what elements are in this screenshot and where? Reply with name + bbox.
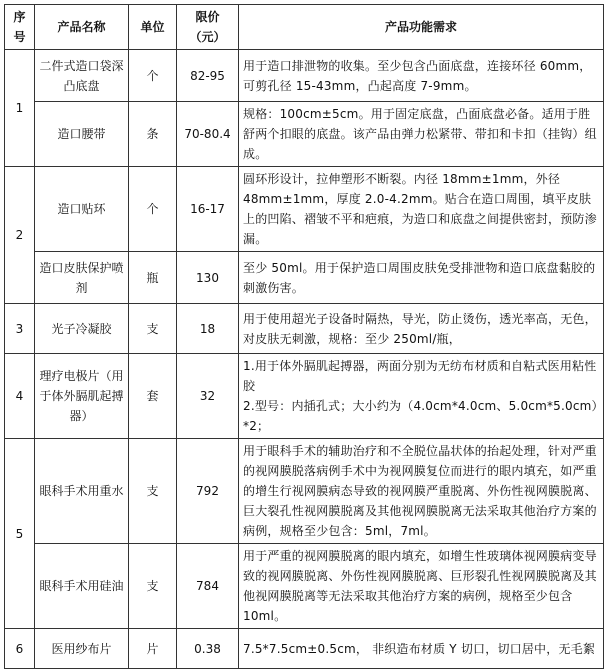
unit-cell: 支 (129, 439, 177, 544)
price-cell: 70-80.4 (177, 102, 239, 167)
unit-cell: 个 (129, 50, 177, 102)
unit-cell: 瓶 (129, 252, 177, 304)
description-cell: 1.用于体外膈肌起搏器，两面分别为无纺布材质和自粘式医用粘性胶 2.型号：内插孔式；大小约为（4.0cm*4.0cm、5.0cm*5.0cm）*2； (239, 354, 604, 439)
description-cell: 7.5*7.5cm±0.5cm， 非织造布材质 Y 切口，切口居中，无毛絮 (239, 629, 604, 669)
product-name: 造口皮肤保护喷剂 (35, 252, 129, 304)
product-name: 二件式造口袋深凸底盘 (35, 50, 129, 102)
product-name: 光子冷凝胶 (35, 304, 129, 354)
table-row (5, 252, 604, 304)
table-row (5, 629, 604, 669)
unit-cell: 套 (129, 354, 177, 439)
product-name: 造口贴环 (35, 167, 129, 252)
product-name: 造口腰带 (35, 102, 129, 167)
table-row (5, 439, 604, 544)
price-cell: 16-17 (177, 167, 239, 252)
description-cell: 用于严重的视网膜脱离的眼内填充，如增生性玻璃体视网膜病变导致的视网膜脱离、外伤性视网膜脱离、巨形裂孔性视网膜脱离及其他视网膜脱离等无法采取其他治疗方案的病例，规格至少包含 10ml。 (239, 544, 604, 629)
header-desc: 产品功能需求 (239, 5, 604, 50)
unit-cell: 个 (129, 167, 177, 252)
product-name: 理疗电极片（用于体外膈肌起搏器） (35, 354, 129, 439)
header-price: 限价（元） (177, 5, 239, 50)
seq-cell: 6 (5, 629, 35, 669)
product-spec-table (4, 4, 604, 669)
header-name: 产品名称 (35, 5, 129, 50)
description-cell: 规格：100cm±5cm。用于固定底盘，凸面底盘必备。适用于胜舒两个扣眼的底盘。该产品由弹力松紧带、带扣和卡扣（挂钩）组成。 (239, 102, 604, 167)
price-cell: 784 (177, 544, 239, 629)
description-cell: 用于使用超光子设备时隔热，导光，防止烫伤，透光率高，无色，对皮肤无刺激，规格：至少 250ml/瓶， (239, 304, 604, 354)
header-seq: 序号 (5, 5, 35, 50)
unit-cell: 支 (129, 304, 177, 354)
header-row (5, 5, 604, 50)
seq-cell: 1 (5, 50, 35, 167)
seq-cell: 2 (5, 167, 35, 304)
table-row (5, 102, 604, 167)
seq-cell: 4 (5, 354, 35, 439)
seq-cell: 3 (5, 304, 35, 354)
product-name: 医用纱布片 (35, 629, 129, 669)
unit-cell: 片 (129, 629, 177, 669)
table-row (5, 167, 604, 252)
unit-cell: 条 (129, 102, 177, 167)
price-cell: 82-95 (177, 50, 239, 102)
header-unit: 单位 (129, 5, 177, 50)
price-cell: 130 (177, 252, 239, 304)
price-cell: 0.38 (177, 629, 239, 669)
price-cell: 32 (177, 354, 239, 439)
unit-cell: 支 (129, 544, 177, 629)
product-name: 眼科手术用重水 (35, 439, 129, 544)
table-row (5, 50, 604, 102)
description-cell: 用于眼科手术的辅助治疗和不全脱位晶状体的抬起处理，针对严重的视网膜脱落病例手术中为视网膜复位而进行的眼内填充，如严重的增生行视网膜病态导致的视网膜严重脱离、外伤性视网膜脱离、巨大裂孔性视网膜脱离及其他视网膜脱离无法采取其他治疗方案的病例，规格至少包含：5ml，7ml。 (239, 439, 604, 544)
price-cell: 18 (177, 304, 239, 354)
product-name: 眼科手术用硅油 (35, 544, 129, 629)
table-row (5, 354, 604, 439)
table-row (5, 304, 604, 354)
price-cell: 792 (177, 439, 239, 544)
seq-cell: 5 (5, 439, 35, 629)
description-cell: 至少 50ml。用于保护造口周围皮肤免受排泄物和造口底盘黏胶的刺激伤害。 (239, 252, 604, 304)
description-cell: 圆环形设计，拉伸塑形不断裂。内径 18mm±1mm，外径 48mm±1mm，厚度 2.0-4.2mm。贴合在造口周围，填平皮肤上的凹陷、褶皱不平和疤痕，为造口和底盘之间提供密封，预防渗漏。 (239, 167, 604, 252)
description-cell: 用于造口排泄物的收集。至少包含凸面底盘，连接环径 60mm，可剪孔径 15-43mm，凸起高度 7-9mm。 (239, 50, 604, 102)
